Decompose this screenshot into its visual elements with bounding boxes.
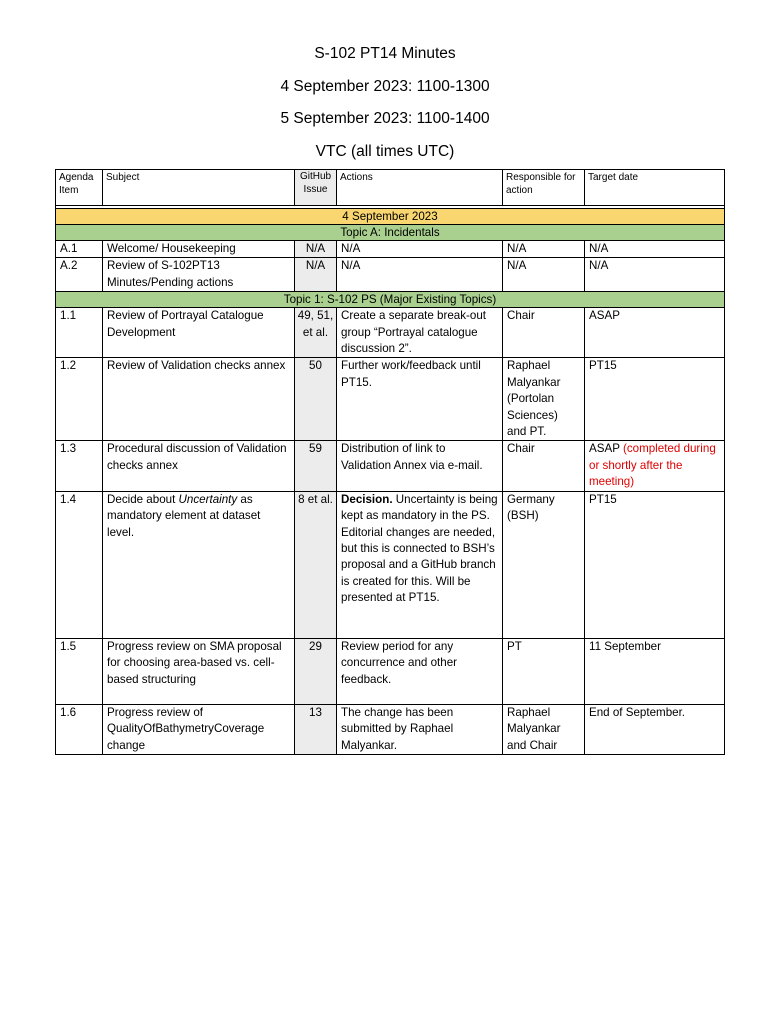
row-responsible: Chair (503, 441, 585, 491)
row-target: PT15 (585, 491, 725, 638)
col-header-item: Agenda Item (56, 170, 103, 206)
meeting-date-2: 5 September 2023: 1100-1400 (280, 110, 490, 127)
row-responsible: Raphael Malyankar and Chair (503, 704, 585, 754)
row-actions: The change has been submitted by Raphael Malyankar. (337, 704, 503, 754)
actions-text: Uncertainty is being kept as mandatory in the PS. (341, 492, 498, 523)
topic-a-band: Topic A: Incidentals (56, 225, 725, 241)
subject-emphasis: Uncertainty (178, 492, 238, 506)
row-responsible: PT (503, 638, 585, 704)
date-band: 4 September 2023 (56, 209, 725, 225)
row-subject (103, 491, 295, 638)
row-target: End of September. (585, 704, 725, 754)
row-item: 1.5 (56, 638, 103, 704)
row-subject: Review of S-102PT13 Minutes/Pending actions (103, 258, 295, 292)
row-github: N/A (295, 258, 337, 292)
row-target: N/A (585, 241, 725, 258)
table-row (56, 308, 725, 358)
row-github: N/A (295, 241, 337, 258)
row-subject: Review of Portrayal Catalogue Development (103, 308, 295, 358)
meeting-venue: VTC (all times UTC) (315, 142, 455, 160)
col-header-responsible: Responsible for action (503, 170, 585, 206)
row-github: 13 (295, 704, 337, 754)
row-github: 59 (295, 441, 337, 491)
row-target: 11 September (585, 638, 725, 704)
row-responsible: Chair (503, 308, 585, 358)
col-header-subject: Subject (103, 170, 295, 206)
subject-text-end: as mandatory element at dataset level. (107, 492, 261, 539)
table-row (56, 258, 725, 292)
subject-text: Decide about (107, 492, 179, 506)
target-note: (completed during or shortly after the meeting) (589, 442, 716, 489)
row-github: 49, 51, et al. (295, 308, 337, 358)
meeting-date-1: 4 September 2023: 1100-1300 (280, 77, 490, 95)
row-actions: Create a separate break-out group “Portrayal catalogue discussion 2”. (337, 308, 503, 358)
table-header-row (56, 170, 725, 206)
actions-text-2: Editorial changes are needed, but this is connected to BSH’s proposal and a GitHub branch is created for this. Will be presented at PT15. (341, 525, 496, 605)
decision-label: Decision. (341, 492, 393, 506)
row-responsible: Germany (BSH) (503, 491, 585, 638)
row-subject: Review of Validation checks annex (103, 358, 295, 441)
row-actions: Further work/feedback until PT15. (337, 358, 503, 441)
document-header (0, 42, 770, 172)
col-header-actions: Actions (337, 170, 503, 206)
minutes-table (55, 169, 725, 755)
row-subject: Progress review on SMA proposal for choosing area-based vs. cell-based structuring (103, 638, 295, 704)
row-subject: Welcome/ Housekeeping (103, 241, 295, 258)
row-actions: N/A (337, 241, 503, 258)
table-row (56, 441, 725, 491)
row-github: 50 (295, 358, 337, 441)
table-row (56, 358, 725, 441)
row-subject: Progress review of QualityOfBathymetryCoverage change (103, 704, 295, 754)
row-target (585, 441, 725, 491)
row-item: 1.2 (56, 358, 103, 441)
table-row (56, 704, 725, 754)
row-item: 1.3 (56, 441, 103, 491)
row-actions (337, 491, 503, 638)
row-github: 29 (295, 638, 337, 704)
document-title: S-102 PT14 Minutes (314, 45, 456, 62)
topic-band-row (56, 292, 725, 308)
row-target: ASAP (585, 308, 725, 358)
row-item: 1.6 (56, 704, 103, 754)
topic-band-row (56, 225, 725, 241)
row-target: N/A (585, 258, 725, 292)
table-row (56, 638, 725, 704)
table-row (56, 491, 725, 638)
date-band-row (56, 209, 725, 225)
table-row (56, 241, 725, 258)
target-date: ASAP (589, 442, 620, 456)
row-item: A.2 (56, 258, 103, 292)
row-subject: Procedural discussion of Validation checks annex (103, 441, 295, 491)
row-item: 1.1 (56, 308, 103, 358)
col-header-github: GitHub Issue (295, 170, 337, 206)
row-responsible: N/A (503, 258, 585, 292)
row-actions: Review period for any concurrence and other feedback. (337, 638, 503, 704)
row-target: PT15 (585, 358, 725, 441)
row-github: 8 et al. (295, 491, 337, 638)
row-responsible: Raphael Malyankar (Portolan Sciences) and PT. (503, 358, 585, 441)
col-header-target: Target date (585, 170, 725, 206)
row-actions: Distribution of link to Validation Annex via e-mail. (337, 441, 503, 491)
topic-1-band: Topic 1: S-102 PS (Major Existing Topics) (56, 292, 725, 308)
row-item: A.1 (56, 241, 103, 258)
row-item: 1.4 (56, 491, 103, 638)
row-responsible: N/A (503, 241, 585, 258)
row-actions: N/A (337, 258, 503, 292)
